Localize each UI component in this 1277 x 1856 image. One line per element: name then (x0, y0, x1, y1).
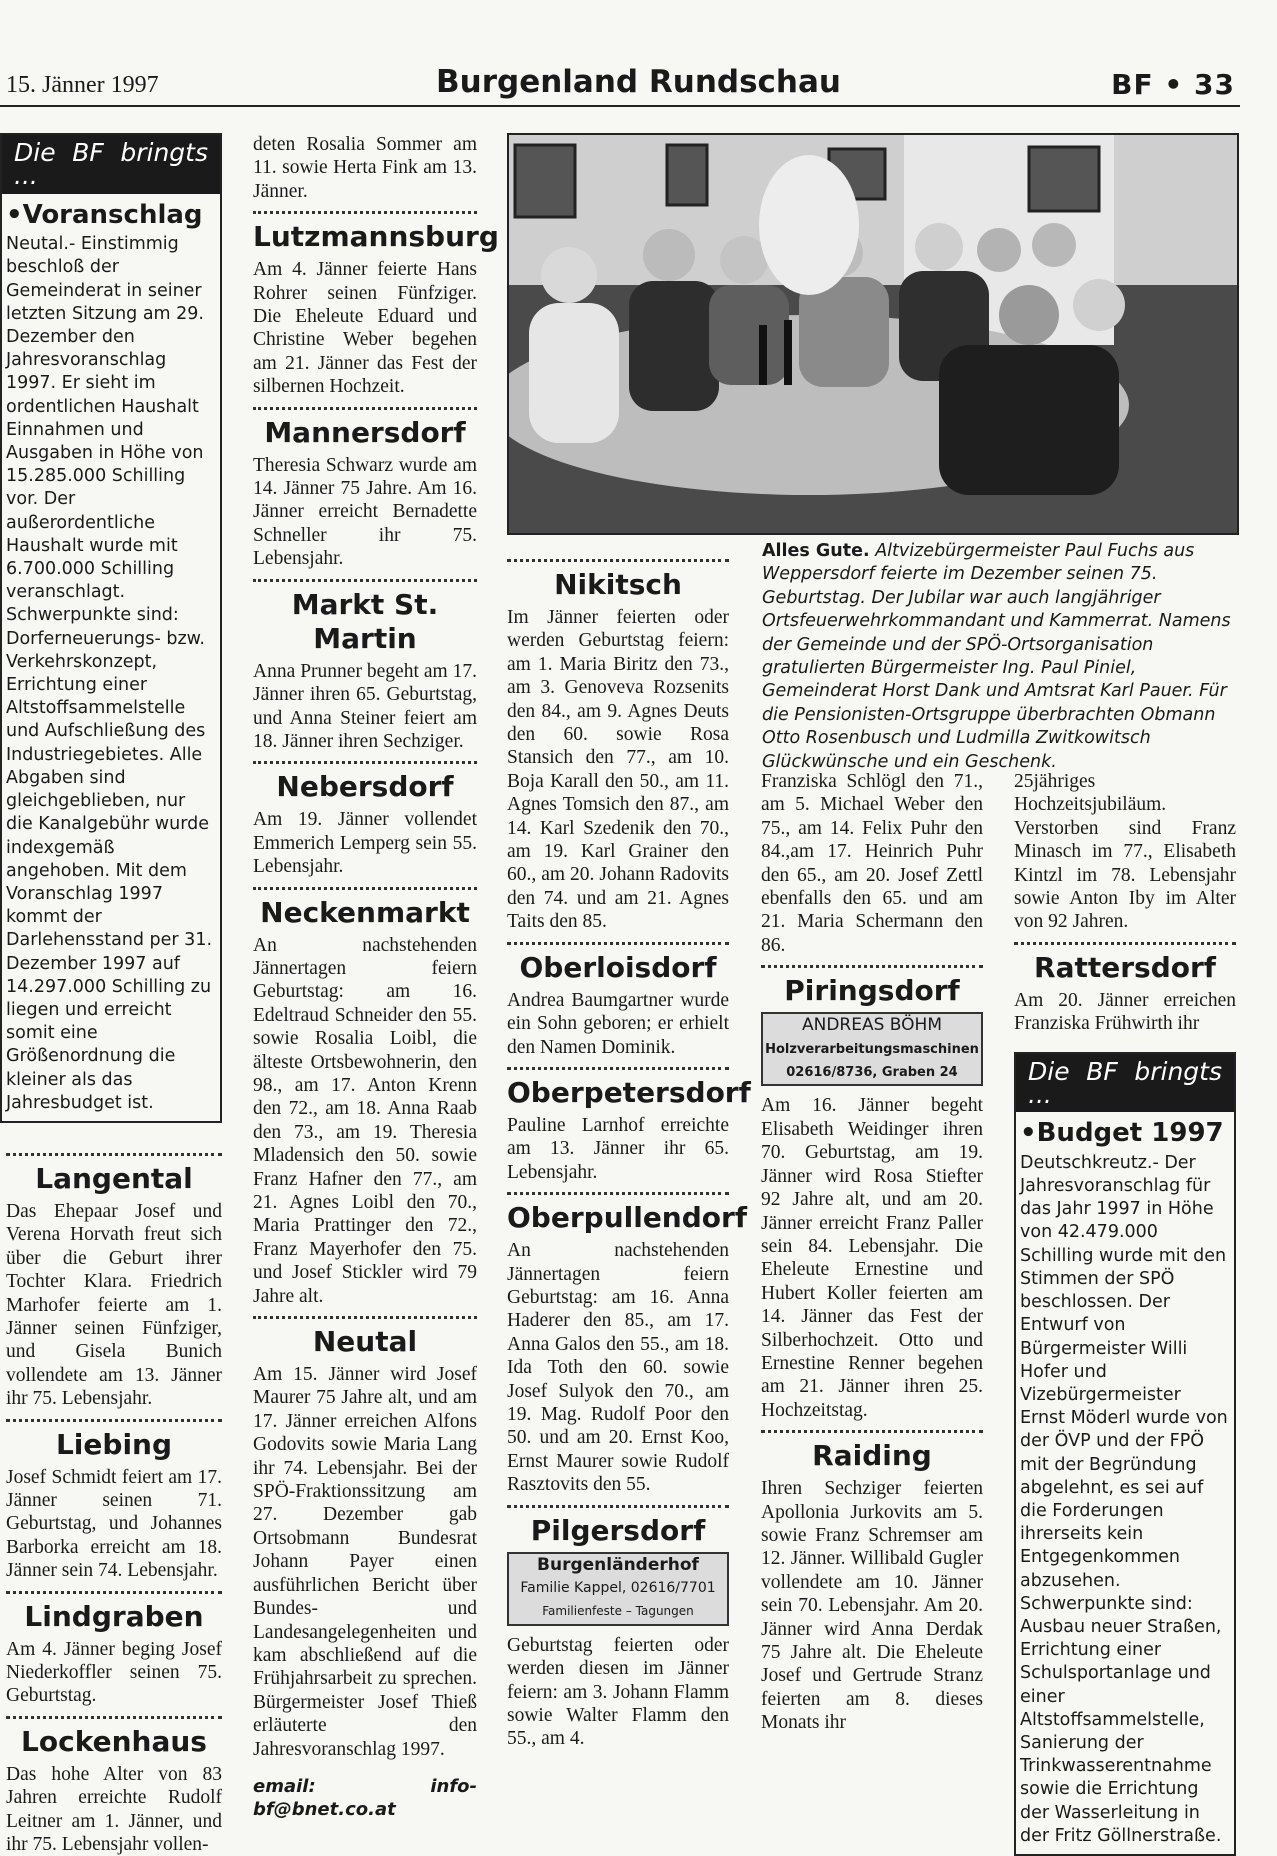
advert-contact: Familie Kappel, 02616/7701 (520, 1580, 716, 1596)
box-banner: Die BF bringts ... (1016, 1054, 1234, 1113)
article-oberloisdorf: Andrea Baumgartner wurde ein Sohn geboren; er erhielt den Namen Dominik. (507, 989, 729, 1058)
article-oberpullendorf: An nachstehenden Jännertagen feiern Geburtstag: am 16. Anna Haderer den 85., am 17. Anna Galos den 55., am 18. Ida Toth den 60. sowie Josef Sulyok den 70., am 19. Mag. Rudolf Poor den 50. und am 20. Ernst Koo, Ernst Maurer sowie Rudolf Rasztovits den 55. (507, 1240, 729, 1496)
article-liebing: Josef Schmidt feiert am 17. Jänner seinen 71. Geburtstag, und Johannes Barborka erreicht am 18. Jänner sein 74. Lebensjahr. (6, 1466, 222, 1582)
section-title-rattersdorf: Rattersdorf (1034, 950, 1216, 984)
group-photo (507, 133, 1239, 535)
section-divider (253, 887, 477, 890)
box-banner: Die BF bringts ... (2, 135, 220, 194)
section-title-pilgersdorf: Pilgersdorf (530, 1513, 706, 1547)
article-continuation: deten Rosalia Sommer am 11. sowie Herta Fink am 13. Jänner. (253, 134, 477, 202)
article-langental: Das Ehepaar Josef und Verena Horvath freut sich über die Geburt ihrer Tochter Klara. Friedrich Marhofer feierte am 1. Jänner seinen Fünfziger, und Gisela Bunich vollendete am 13. Jänner ihr 75. Lebensjahr. (6, 1200, 222, 1410)
header-rule (0, 105, 1240, 107)
article-lutzmannsburg: Am 4. Jänner feierte Hans Rohrer seinen Fünfziger. Die Eheleute Eduard und Christine Weber begehen am 21. Jänner das Fest der silbernen Hochzeit. (253, 259, 477, 398)
article-lindgraben: Am 4. Jänner beging Josef Niederkoffler seinen 75. Geburtstag. (6, 1638, 222, 1707)
article-nebersdorf: Am 19. Jänner vollendet Emmerich Lemperg sein 55. Lebensjahr. (253, 809, 477, 878)
section-divider (507, 942, 729, 945)
section-divider (507, 1192, 729, 1195)
advert-business: Holzverarbeitungsmaschinen (765, 1041, 979, 1057)
issue-date: 15. Jänner 1997 (6, 72, 159, 98)
section-divider (6, 1153, 222, 1156)
section-title-oberpullendorf: Oberpullendorf (507, 1201, 748, 1235)
article-mannersdorf: Theresia Schwarz wurde am 14. Jänner 75 Jahre. Am 16. Jänner erreicht Bernadette Schneller ihr 75. Lebensjahr. (253, 454, 477, 570)
column-2 (253, 133, 499, 1822)
section-title-raiding: Raiding (812, 1439, 932, 1473)
section-title-neckenmarkt: Neckenmarkt (260, 895, 470, 929)
caption-text: Altvizebürgermeister Paul Fuchs aus Weppersdorf feierte im Dezember seinen 75. Geburtstag. Der Jubilar war auch langjähriger Ortsfeuerwehrkommandant und Kammerrat. Namens der Gemeinde und der SPÖ-Ortsorganisation gratulierten Bürgermeister Ing. Paul Piniel, Gemeinderat Horst Dank und Amtsrat Karl Pauer. Für die Pensionisten-Ortsgruppe überbrachten Obmann Otto Rosenbusch und Ludmilla Zwitkowitsch Glückwünsche und ein Geschenk. (762, 541, 1231, 772)
article-piringsdorf: Am 16. Jänner begeht Elisabeth Weidinger ihren 70. Geburtstag, am 19. Jänner wird Rosa Stiefter 92 Jahre alt, und am 20. Jänner erreicht Franz Paller sein 84. Lebensjahr. Die Eheleute Ernestine und Hubert Koller feierten am 14. Jänner das Fest der Silberhochzeit. Otto und Ernestine Renner begehen am 21. Jänner ihren 25. Hochzeitstag. (761, 1095, 983, 1421)
column-3 (507, 559, 751, 1751)
box-headline: •Budget 1997 (1020, 1118, 1224, 1149)
article-neutal: Am 15. Jänner wird Josef Maurer 75 Jahre alt, und am 17. Jänner erreichen Alfons Godovits sowie Maria Lang ihr 74. Lebensjahr. Bei der SPÖ-Fraktionssitzung am 27. Dezember gab Ortsobmann Bundesrat Johann Payer einen ausführlichen Bericht über Bundes- und Landesangelegenheiten und kam abschließend auf die Frühjahrsarbeit zu sprechen. Bürgermeister Josef Thieß erläuterte den Jahresvoranschlag 1997. (253, 1364, 477, 1760)
column-5 (1014, 770, 1236, 1856)
section-divider (253, 1316, 477, 1319)
section-title-neutal: Neutal (312, 1325, 418, 1359)
newspaper-section-title: Burgenland Rundschau (436, 64, 841, 100)
section-title-liebing: Liebing (55, 1427, 173, 1461)
article-continuation: 25jähriges Hochzeitsjubiläum. Verstorben sind Franz Minasch im 77., Elisabeth Kintzl im 78. Lebensjahr sowie Anton Iby im Alter von 92 Jahren. (1014, 771, 1236, 933)
section-divider (6, 1419, 222, 1422)
section-title-nikitsch: Nikitsch (554, 568, 682, 601)
section-title-mannersdorf: Mannersdorf (264, 415, 466, 449)
section-divider (507, 1067, 729, 1070)
section-title-langental: Langental (35, 1161, 193, 1195)
section-divider (253, 211, 477, 214)
page-number: BF • 33 (1111, 68, 1235, 101)
section-title-markt-st-martin: Markt St. Martin (291, 587, 439, 655)
column-4 (761, 770, 983, 1735)
bf-bringts-box-budget (1014, 1052, 1236, 1856)
column-1 (6, 133, 222, 1856)
section-title-lutzmannsburg: Lutzmannsburg (253, 220, 499, 254)
article-oberpetersdorf: Pauline Larnhof erreichte am 13. Jänner ihr 65. Lebensjahr. (507, 1114, 729, 1183)
section-title-lockenhaus: Lockenhaus (21, 1724, 207, 1758)
article-markt-st-martin: Anna Prunner begeht am 17. Jänner ihren 65. Geburtstag, und Anna Steiner feiert am 18. Jänner ihren Sechziger. (253, 660, 477, 752)
section-title-nebersdorf: Nebersdorf (276, 770, 454, 804)
photo-illustration (509, 135, 1237, 533)
section-divider (761, 965, 983, 968)
article-raiding: Ihren Sechziger feierten Apollonia Jurkovits am 5. sowie Franz Schremser am 12. Jänner. Willibald Gugler vollendete am 10. Jänner sein 70. Lebensjahr. Am 20. Jänner wird Anna Derdak 75 Jahre alt. Die Eheleute Josef und Gertrude Stranz feierten am 8. dieses Monats ihr (761, 1478, 983, 1734)
section-title-piringsdorf: Piringsdorf (784, 974, 960, 1008)
advert-andreas-boehm (761, 1012, 983, 1086)
advert-name: ANDREAS BÖHM (801, 1015, 942, 1036)
advert-burgenlaenderhof (507, 1552, 729, 1626)
section-divider (507, 559, 729, 562)
bf-bringts-box-voranschlag (0, 133, 222, 1123)
article-lockenhaus: Das hohe Alter von 83 Jahren erreichte Rudolf Leitner am 1. Jänner, und ihr 75. Lebensjahr vollen- (6, 1763, 222, 1856)
article-pilgersdorf: Geburtstag feierten oder werden diesen im Jänner feiern: am 3. Johann Flamm sowie Walter Flamm den 55., am 4. (507, 1634, 729, 1750)
section-divider (6, 1591, 222, 1594)
section-divider (253, 761, 477, 764)
article-rattersdorf: Am 20. Jänner erreichen Franziska Frühwirth ihr (1014, 989, 1236, 1035)
article-continuation: Franziska Schlögl den 71., am 5. Michael Weber den 75., am 14. Felix Puhr den 84.,am 17. Heinrich Puhr den 65., am 20. Josef Zettl ebenfalls den 65. und am 21. Maria Schermann den 86. (761, 771, 983, 956)
section-title-oberloisdorf: Oberloisdorf (519, 950, 717, 984)
photo-caption (762, 540, 1238, 774)
box-text: Deutschkreutz.- Der Jahresvoranschlag für das Jahr 1997 in Höhe von 42.479.000 Schilling wurde mit den Stimmen der SPÖ beschlossen. Der Entwurf von Bürgermeister Willi Hofer und Vizebürgermeister Ernst Möderl wurde von der ÖVP und der FPÖ mit der Begründung abgelehnt, es sei auf die Forderungen ihrerseits kein Entgegenkommen abzusehen. Schwerpunkte sind: Ausbau neuer Straßen, Errichtung einer Schulsportanlage und einer Altstoffsammelstelle, Sanierung der Trinkwasserentnahme sowie die Errichtung der Wasserleitung in der Fritz Göllnerstraße. (1020, 1152, 1228, 1846)
section-divider (253, 579, 477, 582)
caption-lead: Alles Gute. (762, 541, 870, 561)
section-divider (6, 1716, 222, 1719)
contact-email[interactable]: email: info-bf@bnet.co.at (253, 1775, 477, 1821)
article-neckenmarkt: An nachstehenden Jännertagen feiern Geburtstag: am 16. Edeltraud Schneider den 55. sowie Rosalia Loibl, die älteste Ortsbewohnerin, den 98., am 17. Anton Krenn den 72., am 18. Anna Raab den 73., am 19. Theresia Mladensich den 50. sowie Franz Hafner den 77., am 21. Agnes Loibl den 70., Maria Prattinger den 72., Franz Mayerhofer den 75. und Josef Stickler wird 79 Jahre alt. (253, 934, 477, 1307)
advert-name: Burgenländerhof (537, 1554, 699, 1575)
box-text: Neutal.- Einstimmig beschloß der Gemeinderat in seiner letzten Sitzung am 29. Dezember den Jahresvoranschlag 1997. Er sieht im ordentlichen Haushalt Einnahmen und Ausgaben in Höhe von 15.285.000 Schilling vor. Der außerordentliche Haushalt wurde mit 6.700.000 Schilling veranschlagt. Schwerpunkte sind: Dorferneuerungs- bzw. Verkehrskonzept, Errichtung einer Altstoffsammelstelle und Aufschließung des Industriegebietes. Alle Abgaben sind gleichgeblieben, nur die Kanalgebühr wurde indexgemäß angehoben. Mit dem Voranschlag 1997 kommt der Darlehensstand per 31. Dezember 1997 auf 14.297.000 Schilling zu liegen und erreicht somit eine Größenordnung die kleiner als das Jahresbudget ist. (6, 234, 213, 1113)
section-divider (253, 407, 477, 410)
box-headline: •Voranschlag (6, 199, 203, 230)
section-divider (507, 1505, 729, 1508)
section-divider (761, 1430, 983, 1433)
section-title-lindgraben: Lindgraben (24, 1599, 204, 1633)
article-nikitsch: Im Jänner feierten oder werden Geburtstag feiern: am 1. Maria Biritz den 73., am 3. Genoveva Rozsenits den 84., am 9. Agnes Deuts den 60. sowie Rosa Stansich den 77., am 10. Boja Karall den 50., am 11. Agnes Tomsich den 87., am 14. Karl Szedenik den 70., am 19. Karl Grainer den 60., am 20. Johann Radovits den 74. und am 21. Agnes Taits den 85. (507, 607, 729, 933)
section-title-oberpetersdorf: Oberpetersdorf (507, 1075, 751, 1109)
section-divider (1014, 942, 1236, 945)
advert-tagline: Familienfeste – Tagungen (542, 1604, 694, 1619)
advert-contact: 02616/8736, Graben 24 (786, 1065, 958, 1081)
